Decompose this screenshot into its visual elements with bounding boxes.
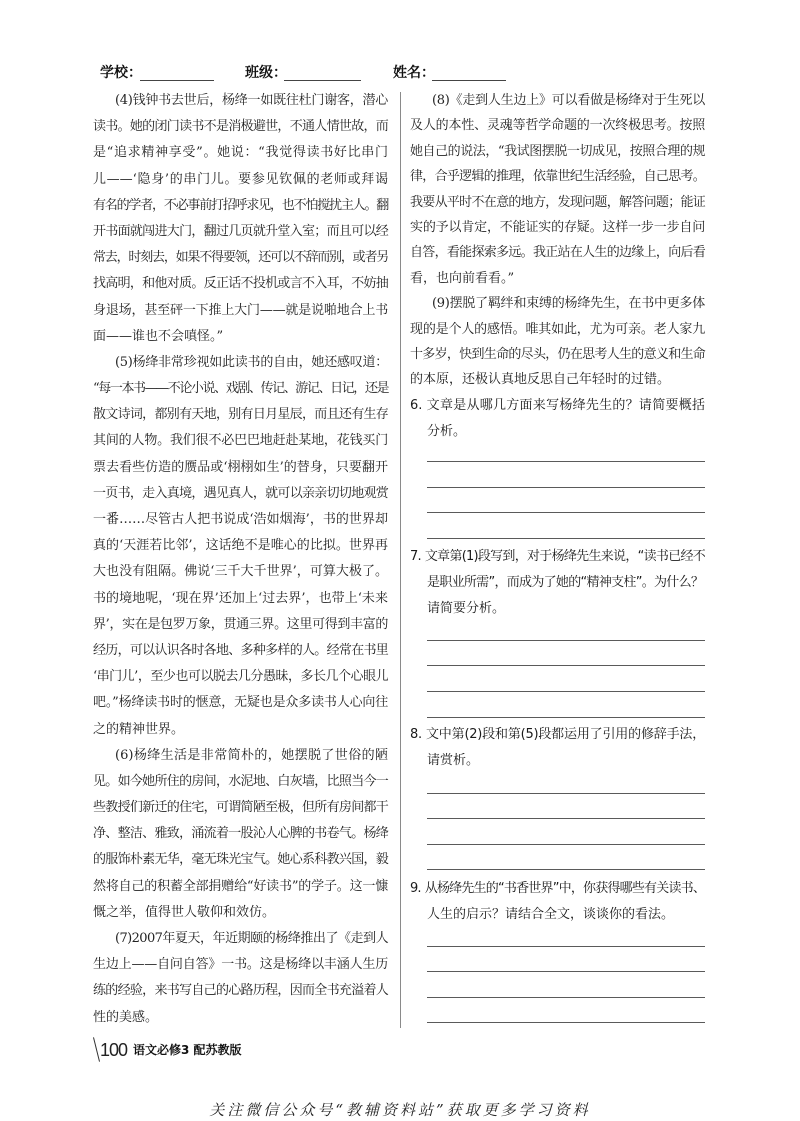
question-line: 分析。	[427, 424, 467, 439]
answer-line	[427, 946, 705, 947]
passage-line: 常去，时刻去，如果不得要领，还可以不辞而别，或者另	[93, 250, 388, 266]
passage-line: 其间的人物。我们很不必巴巴地赶赴某地，花钱买门	[93, 433, 388, 449]
page-number: 100	[100, 1040, 128, 1060]
answer-line	[427, 997, 705, 998]
passage-line: (5)杨绛非常珍视如此读书的自由，她还感叹道：	[115, 354, 388, 370]
question-7	[410, 544, 705, 622]
passage-line: 是“追求精神享受”。她说：“我觉得读书好比串门	[93, 145, 388, 161]
question-number: 8.	[410, 727, 422, 742]
passage-line: (8)《走到人生边上》可以看做是杨绛对于生死以	[432, 93, 705, 108]
name-label: 姓名：	[393, 65, 435, 81]
question-text: 从杨绛先生的“书香世界”中，你获得哪些有关读书、	[424, 881, 705, 896]
answer-line	[427, 869, 705, 870]
passage-line: 的服饰朴素无华，毫无珠光宝气。她心系科教兴国，毅	[93, 852, 388, 868]
class-label: 班级：	[245, 65, 287, 81]
column-divider	[400, 92, 401, 1028]
passage-line: 真的‘天涯若比邻’，这话绝不是唯心的比拟。世界再	[93, 538, 388, 554]
passage-line: 书的境地呢，‘现在界’还加上‘过去界’，也带上‘未来	[93, 590, 388, 606]
question-text: 文中第(2)段和第(5)段都运用了引用的修辞手法，	[425, 727, 705, 742]
paragraph-9	[410, 291, 705, 393]
passage-line: (4)钱钟书去世后，杨绛一如既往杜门谢客，潜心	[115, 93, 388, 108]
name-field-line	[432, 80, 506, 81]
question-line: 请赏析。	[427, 753, 480, 768]
passage-line: 生边上——自问自答》一书。这是杨绛以丰涵人生历	[93, 957, 388, 973]
passage-line: 身退场，甚至砰一下推上大门——就是说啪地合上书	[93, 302, 388, 318]
passage-line: 看，也向前看看。”	[410, 270, 515, 286]
answer-line	[427, 665, 705, 666]
paragraph-5	[93, 350, 388, 743]
paragraph-6	[93, 743, 388, 926]
passage-right-column	[410, 88, 705, 393]
question-text: 文章第(1)段写到，对于杨绛先生来说，“读书已经不	[424, 549, 705, 564]
passage-line: 找高明，和他对质。反正话不投机或言不入耳，不妨抽	[93, 276, 388, 292]
passage-line: 散文诗词，都别有天地，别有日月星辰，而且还有生存	[93, 407, 388, 423]
question-line	[410, 393, 705, 419]
answer-line	[427, 487, 705, 488]
passage-line: 慨之举，值得世人敬仰和效仿。	[93, 904, 276, 920]
passage-line: 大也没有阻隔。佛说‘三千大千世界’，可算大极了。	[93, 564, 388, 580]
passage-line: 吧。”杨绛读书时的惬意，无疑也是众多读书人心向往	[93, 695, 388, 711]
question-line: 请简要分析。	[427, 601, 506, 616]
passage-line: 面——谁也不会嗔怪。”	[93, 328, 224, 344]
question-number: 6.	[410, 398, 423, 413]
passage-line: 及人的本性、灵魂等哲学命题的一次终极思考。按照	[410, 118, 705, 134]
watermark-notice: 关注微信公众号“教辅资料站”获取更多学习资料	[209, 1101, 591, 1119]
question-text: 文章是从哪几方面来写杨绛先生的？请简要概括	[426, 398, 705, 413]
question-line: 是职业所需”，而成为了她的“精神支柱”。为什么？	[427, 575, 704, 590]
passage-line: 一番……尽管古人把书说成‘浩如烟海’，书的世界却	[93, 512, 388, 527]
passage-line: (6)杨绛生活是非常简朴的，她摆脱了世俗的陋	[115, 747, 388, 763]
passage-line: 界’，实在是包罗万象，贯通三界。这里可得到丰富的	[93, 616, 388, 632]
question-line	[410, 544, 705, 570]
passage-line: 我要从平时不在意的地方，发现问题，解答问题；能证	[410, 194, 705, 210]
question-6	[410, 393, 705, 445]
answer-line	[427, 818, 705, 819]
question-9	[410, 876, 705, 928]
answer-line	[427, 793, 705, 794]
answer-line	[427, 1022, 705, 1023]
passage-line: 性的美感。	[93, 1009, 159, 1025]
school-label: 学校：	[100, 65, 142, 81]
passage-line: 律，合乎逻辑的推理，依靠世纪生活经验，自己思考。	[410, 169, 705, 185]
question-line: 人生的启示？请结合全文，谈谈你的看法。	[427, 907, 675, 922]
passage-line: 票去看些仿造的赝品或‘栩栩如生’的替身，只要翻开	[93, 459, 388, 475]
passage-line: 经历，可以认识各时各地、多种多样的人。经常在书里	[93, 642, 388, 658]
passage-line: 之的精神世界。	[93, 721, 185, 737]
question-8	[410, 722, 705, 774]
answer-line	[427, 461, 705, 462]
passage-line: 的本原，还极认真地反思自己年轻时的过错。	[410, 372, 671, 388]
answer-line	[427, 512, 705, 513]
passage-line: 开书面就闯进大门，翻过几页就升堂入室；而且可以经	[93, 223, 388, 239]
passage-line: 练的经验，来书写自己的心路历程，因而全书充溢着人	[93, 983, 388, 999]
passage-line: ‘串门儿’，至少也可以脱去几分愚昧，多长几个心眼儿	[93, 669, 388, 685]
paragraph-4	[93, 88, 388, 350]
question-line	[410, 876, 705, 902]
passage-line: 现的是个人的感悟。唯其如此，尤为可亲。老人家九	[410, 321, 705, 337]
passage-line: (7)2007年夏天，年近期颐的杨绛推出了《走到人	[115, 931, 388, 946]
book-title: 语文必修3 配苏教版	[133, 1043, 242, 1057]
answer-line	[427, 691, 705, 692]
school-field-line	[140, 80, 214, 81]
passage-left-column	[93, 88, 388, 1031]
answer-line	[427, 717, 705, 718]
class-field-line	[284, 80, 361, 81]
passage-line: 她自己的说法，“我试图摆脱一切成见，按照合理的规	[410, 143, 705, 159]
passage-line: 见。如今她所住的房间，水泥地、白灰墙，比照当今一	[93, 773, 388, 789]
answer-line	[427, 640, 705, 641]
passage-line: 读书。她的闭门读书不是消极避世，不通人情世故，而	[93, 119, 388, 135]
answer-line	[427, 538, 705, 539]
passage-line: (9)摆脱了羁绊和束缚的杨绛先生，在书中更多体	[432, 296, 705, 312]
question-number: 9.	[410, 881, 421, 896]
passage-line: 自答，看能探索多远。我正站在人生的边缘上，向后看	[410, 245, 705, 261]
paragraph-8	[410, 88, 705, 291]
passage-line: 实的予以肯定，不能证实的存疑。这样一步一步自问	[410, 219, 705, 235]
passage-line: 有名的学者，不必事前打招呼求见，也不怕搅扰主人。翻	[93, 197, 388, 213]
passage-line: 十多岁，快到生命的尽头，仍在思考人生的意义和生命	[410, 346, 705, 362]
paragraph-7	[93, 926, 388, 1031]
passage-line: 净、整洁、雅致，涌流着一股沁人心脾的书卷气。杨绛	[93, 826, 388, 842]
passage-line: 儿——‘隐身’的串门儿。要参见钦佩的老师或拜谒	[93, 171, 388, 187]
passage-line: 一页书，走入真境，遇见真人，就可以亲亲切切地观赏	[93, 485, 388, 501]
answer-line	[427, 844, 705, 845]
question-number: 7.	[410, 549, 421, 564]
passage-line: 然将自己的积蓄全部捐赠给“好读书”的学子。这一慷	[93, 878, 388, 894]
passage-line: 些教授们新迁的住宅，可谓简陋至极，但所有房间都干	[93, 800, 388, 816]
page-number-slash	[93, 1037, 100, 1061]
answer-line	[427, 971, 705, 972]
question-line	[410, 722, 705, 748]
passage-line: “每一本书——不论小说、戏剧、传记、游记、日记，还是	[93, 381, 388, 397]
